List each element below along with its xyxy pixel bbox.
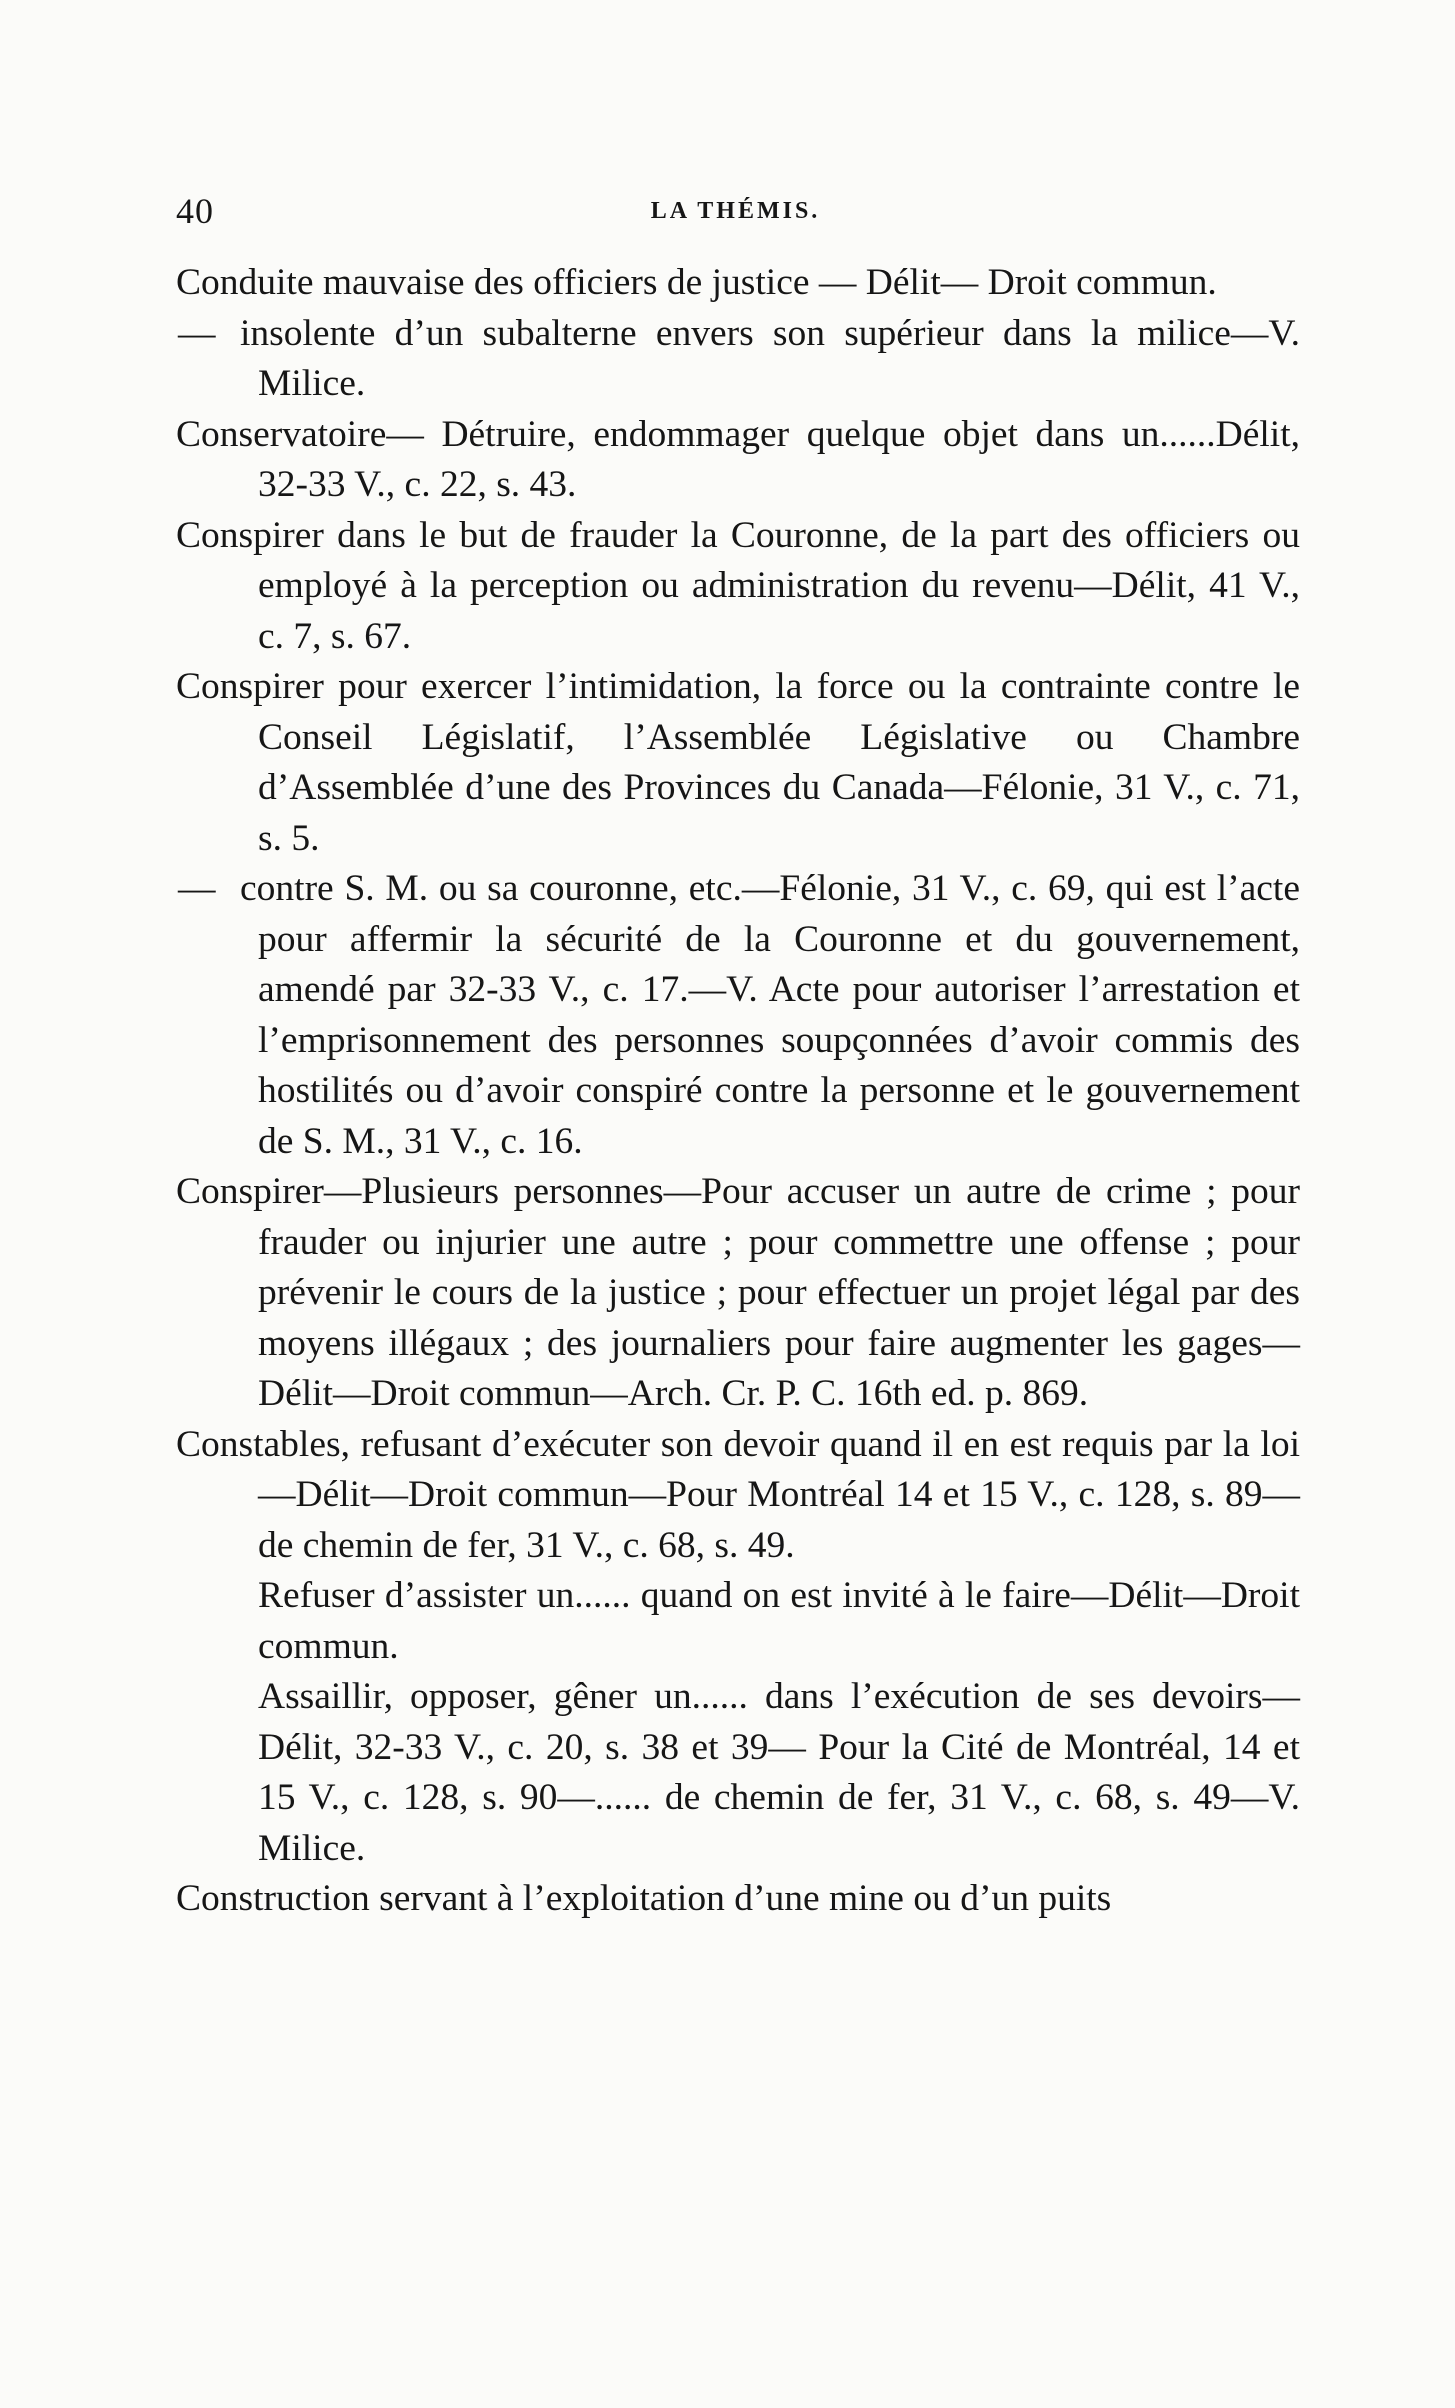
entry-text: Conspirer dans le but de frauder la Couronne, de la part des officiers ou employé à la perception ou administration du revenu—Délit, 41 V., c. 7, s. 67.: [176, 514, 1300, 657]
index-paragraph: [176, 1571, 1300, 1672]
entry-text: Construction servant à l’exploitation d’une mine ou d’un puits: [176, 1878, 1112, 1919]
entry-dash: —: [178, 868, 216, 909]
index-subentry: [176, 309, 1300, 410]
index-entry: [176, 511, 1300, 663]
entry-text: contre S. M. ou sa couronne, etc.—Félonie, 31 V., c. 69, qui est l’acte pour affermir la sécurité de la Couronne et du gouvernement, amendé par 32-33 V., c. 17.—V. Acte pour autoriser l’arrestation et l’emprisonnement des personnes soupçonnées d’avoir commis des hostilités ou d’avoir conspiré contre la personne et le gouvernement de S. M., 31 V., c. 16.: [240, 868, 1300, 1162]
page-number: 40: [176, 191, 214, 231]
index-entry: [176, 410, 1300, 511]
index-paragraph: [176, 1672, 1300, 1874]
entry-dash: —: [178, 312, 216, 354]
entry-text: insolente d’un subalterne envers son supérieur dans la milice—V. Milice.: [240, 312, 1300, 404]
entry-text: Conservatoire— Détruire, endommager quelque objet dans un......Délit, 32-33 V., c. 22, s. 43.: [176, 413, 1300, 505]
index-entry: [176, 662, 1300, 864]
index-entry: [176, 1167, 1300, 1420]
index-entry: [176, 1874, 1300, 1925]
index-entry: [176, 258, 1300, 309]
entry-text: Conspirer—Plusieurs personnes—Pour accuser un autre de crime ; pour frauder ou injurier une autre ; pour commettre une offense ; pour prévenir le cours de la justice ; pour effectuer un projet légal par des moyens illégaux ; des journaliers pour faire augmenter les gages—Délit—Droit commun—Arch. Cr. P. C. 16th ed. p. 869.: [176, 1171, 1300, 1414]
page-header: [176, 190, 1295, 240]
entry-text: Conspirer pour exercer l’intimidation, la force ou la contrainte contre le Conseil Législatif, l’Assemblée Législative ou Chambre d’Assemblée d’une des Provinces du Canada—Félonie, 31 V., c. 71, s. 5.: [176, 666, 1300, 859]
entry-text: Constables, refusant d’exécuter son devoir quand il en est requis par la loi—Délit—Droit commun—Pour Montréal 14 et 15 V., c. 128, s. 89—de chemin de fer, 31 V., c. 68, s. 49.: [176, 1423, 1300, 1566]
entry-text: Refuser d’assister un...... quand on est invité à le faire—Délit—Droit commun.: [258, 1575, 1300, 1667]
running-title: LA THÉMIS.: [650, 198, 821, 224]
index-entry: [176, 1420, 1300, 1572]
entry-text: Conduite mauvaise des officiers de justice — Délit— Droit commun.: [176, 262, 1217, 303]
entry-text: Assaillir, opposer, gêner un...... dans l’exécution de ses devoirs— Délit, 32-33 V., c. 20, s. 38 et 39— Pour la Cité de Montréal, 14 et 15 V., c. 128, s. 90—...... de chemin de fer, 31 V., c. 68, s. 49—V. Milice.: [258, 1676, 1300, 1869]
index-subentry: [176, 864, 1300, 1167]
index-entries: [176, 258, 1300, 1925]
